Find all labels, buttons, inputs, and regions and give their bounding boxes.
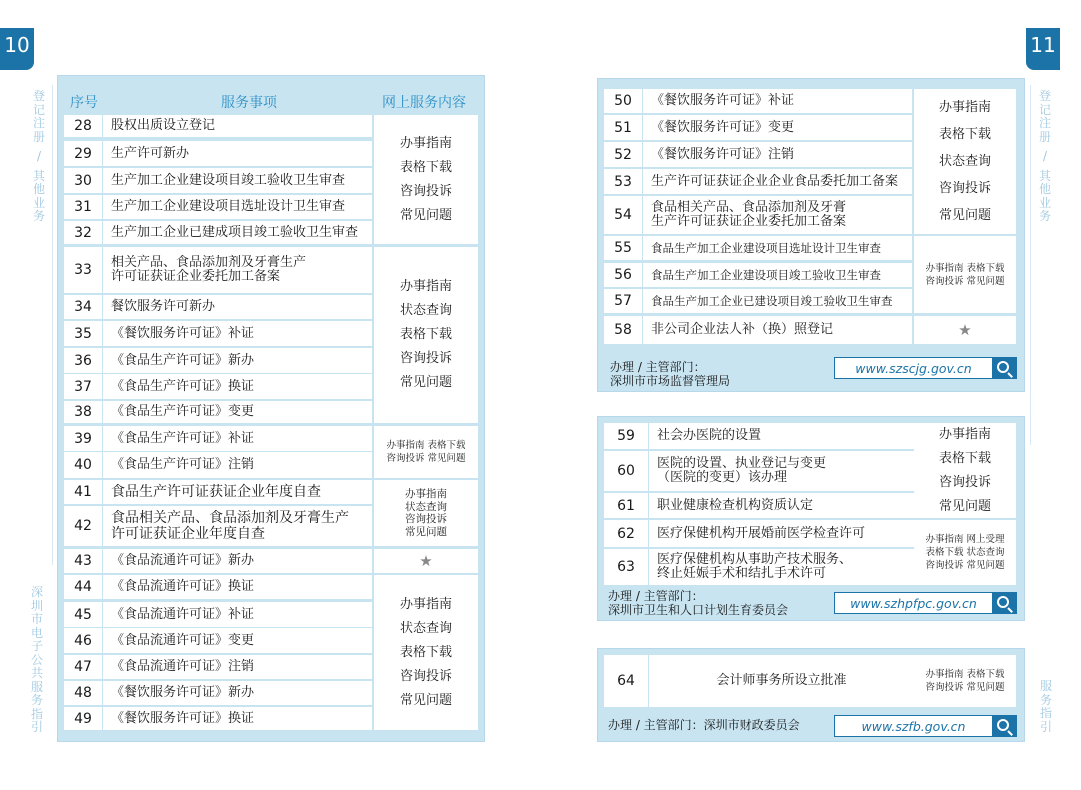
row-item-text: 食品生产加工企业建设项目竣工验收卫生审查	[651, 268, 881, 282]
search-icon	[997, 361, 1009, 373]
table-row	[64, 480, 372, 504]
table-row	[604, 520, 914, 547]
services-group-r2a	[914, 423, 1016, 518]
service-link[interactable]: 表格下载 状态查询	[925, 547, 1005, 558]
row-number: 55	[604, 236, 642, 260]
service-link[interactable]: 常见问题	[399, 692, 452, 708]
row-item-text: 《餐饮服务许可证》新办	[111, 685, 255, 700]
row-number: 30	[64, 168, 102, 193]
dept3-label: 办理 / 主管部门：深圳市财政委员会	[608, 718, 800, 732]
side-char: 市	[30, 612, 43, 626]
side-label-right-bottom	[1039, 680, 1053, 734]
service-link[interactable]: 咨询投诉 常见问题	[925, 560, 1005, 571]
row-number: 46	[64, 628, 102, 653]
table-row	[64, 452, 372, 478]
row-number: 40	[64, 452, 102, 478]
services-group-5	[374, 575, 478, 730]
row-item-text: 《食品流通许可证》新办	[111, 553, 255, 568]
side-char: 他	[32, 182, 45, 196]
row-item	[643, 316, 912, 344]
table-row	[604, 493, 914, 518]
side-char: 登	[1038, 89, 1051, 103]
table-row	[604, 423, 914, 449]
row-item-text: 餐饮服务许可新办	[111, 299, 216, 314]
row-item	[103, 681, 372, 705]
side-char: 其	[32, 168, 45, 183]
side-char: 引	[1039, 719, 1052, 734]
row-item	[649, 520, 914, 547]
row-item-text: 生产加工企业建设项目竣工验收卫生审查	[111, 172, 346, 188]
table-row	[64, 426, 372, 451]
side-char: 深	[30, 585, 43, 599]
row-number: 31	[64, 195, 102, 219]
row-item	[649, 493, 914, 518]
row-item-text: 《食品生产许可证》变更	[111, 404, 255, 419]
side-char: 记	[32, 102, 45, 117]
row-item-text: 《餐饮服务许可证》换证	[111, 710, 255, 726]
side-char: 业	[32, 195, 45, 210]
row-item	[643, 142, 912, 167]
table-row	[64, 195, 372, 219]
row-item-text: 食品相关产品、食品添加剂及牙膏生产	[111, 510, 349, 526]
row-item-text-line2: 生产许可证获证企业委托加工备案	[651, 214, 847, 229]
table-row	[604, 451, 914, 491]
side-char: 务	[30, 693, 43, 707]
row-item	[649, 549, 914, 585]
side-char: 业	[1038, 195, 1051, 210]
table-row	[64, 506, 372, 546]
row-number: 61	[604, 493, 648, 518]
row-item	[643, 236, 912, 260]
service-link[interactable]: 办事指南	[405, 488, 447, 500]
row-number: 34	[64, 295, 102, 319]
row-item-text: 医疗保健机构开展婚前医学检查许可	[657, 525, 866, 541]
row-number: 58	[604, 316, 642, 344]
row-item	[103, 506, 372, 546]
service-link[interactable]: 办事指南 表格下载	[925, 669, 1005, 680]
table-row	[604, 236, 912, 260]
service-link[interactable]: 咨询投诉 常见问题	[386, 453, 466, 464]
table-row	[64, 348, 372, 373]
service-link[interactable]: 状态查询	[399, 620, 452, 636]
services-group-r1a	[914, 89, 1016, 234]
service-link[interactable]: 表格下载	[938, 127, 991, 142]
table-row	[64, 374, 372, 399]
side-char: 注	[1038, 116, 1051, 130]
service-link[interactable]: 办事指南 网上受理	[925, 534, 1005, 545]
services-group-star-43	[374, 549, 478, 573]
row-item	[643, 169, 912, 194]
row-item	[103, 295, 372, 319]
service-link[interactable]: 办事指南 表格下载	[925, 262, 1005, 274]
row-item	[103, 452, 372, 478]
row-item-text-line2: 许可证获证企业委托加工备案	[111, 269, 281, 284]
row-item	[643, 263, 912, 287]
side-char: 电	[30, 625, 43, 640]
table-row	[64, 401, 372, 423]
row-item	[103, 480, 372, 504]
side-rule-right	[1030, 85, 1031, 445]
side-char: 引	[30, 720, 43, 734]
service-link[interactable]: 状态查询	[405, 500, 447, 513]
table-row	[604, 89, 912, 113]
service-link[interactable]: 表格下载	[938, 450, 991, 466]
row-item-text: 《餐饮服务许可证》注销	[651, 146, 795, 162]
row-item-text: 食品生产许可证获证企业年度自查	[111, 484, 321, 500]
row-number: 50	[604, 89, 642, 113]
row-item-text: 《食品生产许可证》换证	[111, 378, 255, 394]
side-char: 册	[1038, 129, 1051, 144]
row-item-text: 食品生产加工企业建设项目选址设计卫生审查	[651, 241, 881, 255]
row-number: 53	[604, 169, 642, 194]
service-link[interactable]: 表格下载	[399, 327, 452, 342]
service-link[interactable]: 咨询投诉	[399, 183, 452, 199]
service-link[interactable]: 常见问题	[938, 498, 991, 514]
row-item	[103, 195, 372, 219]
service-link[interactable]: 表格下载	[399, 644, 452, 660]
side-char: /	[36, 149, 42, 163]
service-link[interactable]: 办事指南	[399, 135, 452, 151]
side-label-left-top	[32, 90, 46, 224]
service-link[interactable]: 常见问题	[399, 375, 452, 390]
row-number: 42	[64, 506, 102, 546]
row-number: 45	[64, 602, 102, 627]
dept3-url-box[interactable]	[834, 715, 1017, 737]
table-row	[64, 628, 372, 653]
service-link[interactable]: 咨询投诉 常见问题	[925, 682, 1005, 693]
row-item	[103, 348, 372, 373]
row-item	[643, 89, 912, 113]
services-group-4	[374, 480, 478, 546]
left-services-table	[57, 75, 485, 742]
service-link[interactable]: 状态查询	[399, 303, 452, 318]
services-group-r1b	[914, 236, 1016, 313]
services-group-2	[374, 247, 478, 423]
side-char: 共	[30, 666, 43, 680]
side-char: 记	[1038, 102, 1051, 117]
row-number: 48	[64, 681, 102, 705]
star-icon: ★	[419, 552, 433, 570]
side-char: 指	[30, 706, 43, 721]
row-number: 33	[64, 247, 102, 293]
row-item-text: 《餐饮服务许可证》补证	[651, 93, 795, 108]
table-row	[64, 655, 372, 679]
dept1-name: 深圳市市场监督管理局	[610, 374, 731, 388]
table-row	[64, 321, 372, 346]
row-item-text-line2: （医院的变更）该办理	[657, 470, 788, 485]
row-number: 28	[64, 115, 102, 137]
right-services-table-market	[597, 78, 1025, 392]
dept2-url-box[interactable]	[834, 592, 1017, 614]
dept1-url-box[interactable]	[834, 357, 1017, 379]
row-item-text: 相关产品、食品添加剂及牙膏生产	[111, 255, 307, 270]
row-number: 63	[604, 549, 648, 585]
row-item	[103, 628, 372, 653]
services-group-1	[374, 115, 478, 244]
dept3-search-button[interactable]	[992, 716, 1016, 736]
row-number: 29	[64, 141, 102, 166]
dept3-url[interactable]: www.szfb.gov.cn	[861, 718, 966, 734]
side-char: 登	[32, 89, 45, 103]
row-item-text: 《食品流通许可证》换证	[111, 579, 255, 594]
side-char: 子	[30, 639, 43, 653]
row-number: 37	[64, 374, 102, 399]
row-number: 54	[604, 196, 642, 234]
row-item	[103, 321, 372, 346]
row-item-text: 会计师事务所设立批准	[716, 673, 847, 688]
row-item-text: 医疗保健机构从事助产技术服务、	[657, 552, 853, 567]
service-link[interactable]: 咨询投诉	[938, 181, 991, 196]
table-row	[604, 142, 912, 167]
search-icon	[997, 719, 1009, 731]
table-row	[604, 115, 912, 140]
table-row	[64, 168, 372, 193]
table-row	[604, 655, 914, 707]
row-number: 64	[604, 655, 648, 707]
row-item-text: 《食品生产许可证》补证	[111, 430, 255, 446]
row-number: 49	[64, 707, 102, 730]
dept1-url[interactable]: www.szscjg.gov.cn	[855, 360, 972, 376]
side-char: 公	[30, 652, 43, 667]
table-row	[604, 289, 912, 313]
row-item	[103, 168, 372, 193]
dept2-search-button[interactable]	[992, 593, 1016, 613]
side-label-left-bottom	[30, 586, 44, 735]
row-number: 59	[604, 423, 648, 449]
side-char: 注	[32, 116, 45, 130]
dept2-name: 深圳市卫生和人口计划生育委员会	[608, 603, 789, 617]
row-number: 56	[604, 263, 642, 287]
services-group-3	[374, 426, 478, 478]
service-link[interactable]: 表格下载	[399, 159, 452, 175]
service-link[interactable]: 咨询投诉	[399, 668, 452, 684]
row-item-text: 生产许可证获证企业企业食品委托加工备案	[651, 173, 899, 189]
side-char: 圳	[30, 598, 43, 613]
row-number: 32	[64, 221, 102, 244]
row-item-text: 医院的设置、执业登记与变更	[657, 456, 827, 471]
page-number-left: 10	[0, 28, 34, 70]
row-item-text: 生产加工企业建设项目选址设计卫生审查	[111, 199, 346, 214]
row-item-text: 非公司企业法人补（换）照登记	[651, 322, 834, 337]
table-row	[64, 549, 372, 573]
row-item-text: 生产许可新办	[111, 145, 190, 161]
right-services-table-health	[597, 416, 1025, 621]
side-char: 册	[32, 129, 45, 144]
service-link[interactable]: 咨询投诉	[938, 474, 991, 490]
row-item-text: 《餐饮服务许可证》变更	[651, 119, 795, 135]
row-item-text: 食品生产加工企业已建设项目竣工验收卫生审查	[651, 294, 893, 308]
row-item	[103, 549, 372, 573]
service-link[interactable]: 状态查询	[938, 154, 991, 169]
services-group-r2b	[914, 520, 1016, 585]
dept2-label	[608, 589, 788, 617]
row-item	[649, 655, 914, 707]
row-item-text-line2: 终止妊娠手术和结扎手术许可	[657, 566, 827, 581]
service-link[interactable]: 常见问题	[938, 208, 991, 223]
star-icon: ★	[958, 321, 972, 339]
row-item-text: 股权出质设立登记	[111, 118, 216, 133]
table-row	[64, 295, 372, 319]
dept1-label-text: 办理 / 主管部门：	[610, 360, 706, 374]
dept1-search-button[interactable]	[992, 358, 1016, 378]
row-item	[103, 575, 372, 599]
row-item-text: 《食品流通许可证》注销	[111, 659, 255, 674]
row-number: 57	[604, 289, 642, 313]
row-item	[103, 655, 372, 679]
side-char: 服	[1039, 679, 1052, 693]
row-item	[649, 423, 914, 449]
side-char: 服	[30, 679, 43, 694]
header-online: 网上服务内容	[382, 95, 466, 111]
side-rule-left	[52, 85, 53, 565]
row-item	[103, 141, 372, 166]
table-row	[64, 707, 372, 730]
service-link[interactable]: 办事指南	[399, 279, 452, 294]
row-item-text: 生产加工企业已建成项目竣工验收卫生审查	[111, 224, 359, 240]
row-number: 62	[604, 520, 648, 547]
row-item	[103, 707, 372, 730]
table-row	[64, 681, 372, 705]
side-char: 其	[1038, 168, 1051, 183]
services-group-star-58	[914, 316, 1016, 344]
row-number: 38	[64, 401, 102, 423]
row-item-text: 食品相关产品、食品添加剂及牙膏	[651, 200, 847, 215]
table-row	[64, 247, 372, 293]
row-item	[649, 451, 914, 491]
service-link[interactable]: 常见问题	[405, 525, 447, 538]
service-link[interactable]: 咨询投诉	[405, 513, 447, 525]
service-link[interactable]: 办事指南	[399, 596, 452, 612]
service-link[interactable]: 办事指南	[938, 426, 991, 442]
header-item: 服务事项	[221, 95, 277, 111]
table-row	[64, 221, 372, 244]
row-item-text: 社会办医院的设置	[657, 428, 762, 443]
dept1-label	[610, 360, 730, 388]
table-row	[604, 196, 912, 234]
side-char: 务	[1039, 692, 1052, 707]
search-icon	[997, 596, 1009, 608]
side-char: 务	[1038, 209, 1051, 223]
table-row	[604, 549, 914, 585]
row-item	[103, 247, 372, 293]
header-seq: 序号	[70, 95, 98, 111]
side-char: 他	[1038, 182, 1051, 196]
row-number: 36	[64, 348, 102, 373]
service-link[interactable]: 常见问题	[399, 207, 452, 223]
table-row	[64, 575, 372, 599]
row-item	[643, 196, 912, 234]
service-link[interactable]: 咨询投诉 常见问题	[925, 275, 1005, 287]
table-row	[64, 602, 372, 627]
row-item	[643, 289, 912, 313]
row-item	[643, 115, 912, 140]
page-number-right: 11	[1026, 28, 1060, 70]
dept2-url[interactable]: www.szhpfpc.gov.cn	[850, 595, 977, 611]
side-label-right-top	[1038, 90, 1052, 224]
row-item-text-line2: 许可证获证企业年度自查	[111, 526, 265, 542]
row-number: 47	[64, 655, 102, 679]
row-number: 44	[64, 575, 102, 599]
table-row	[604, 263, 912, 287]
table-row	[604, 316, 912, 344]
row-item-text: 《食品流通许可证》变更	[111, 632, 255, 648]
row-item-text: 《餐饮服务许可证》补证	[111, 325, 255, 341]
dept2-label-text: 办理 / 主管部门：	[608, 589, 704, 603]
service-link[interactable]: 咨询投诉	[399, 351, 452, 366]
row-item	[103, 426, 372, 451]
service-link[interactable]: 办事指南	[938, 100, 991, 115]
row-item-text: 《食品流通许可证》补证	[111, 606, 255, 622]
row-item	[103, 115, 372, 137]
side-char: 指	[1039, 706, 1052, 720]
row-item-text: 《食品生产许可证》新办	[111, 352, 255, 368]
row-item	[103, 401, 372, 423]
row-number: 41	[64, 480, 102, 504]
row-item	[103, 374, 372, 399]
right-services-table-finance	[597, 648, 1025, 742]
services-group-r3	[914, 655, 1016, 707]
service-link[interactable]: 办事指南 表格下载	[386, 440, 466, 451]
table-row	[64, 115, 372, 137]
row-item	[103, 602, 372, 627]
side-char: 务	[32, 209, 45, 223]
row-item-text: 职业健康检查机构资质认定	[657, 497, 814, 513]
row-number: 51	[604, 115, 642, 140]
table-row	[604, 169, 912, 194]
row-number: 52	[604, 142, 642, 167]
row-item-text: 《食品生产许可证》注销	[111, 457, 255, 472]
row-number: 43	[64, 549, 102, 573]
row-number: 60	[604, 451, 648, 491]
row-number: 35	[64, 321, 102, 346]
row-number: 39	[64, 426, 102, 451]
side-char: /	[1042, 149, 1048, 163]
row-item	[103, 221, 372, 244]
table-row	[64, 141, 372, 166]
